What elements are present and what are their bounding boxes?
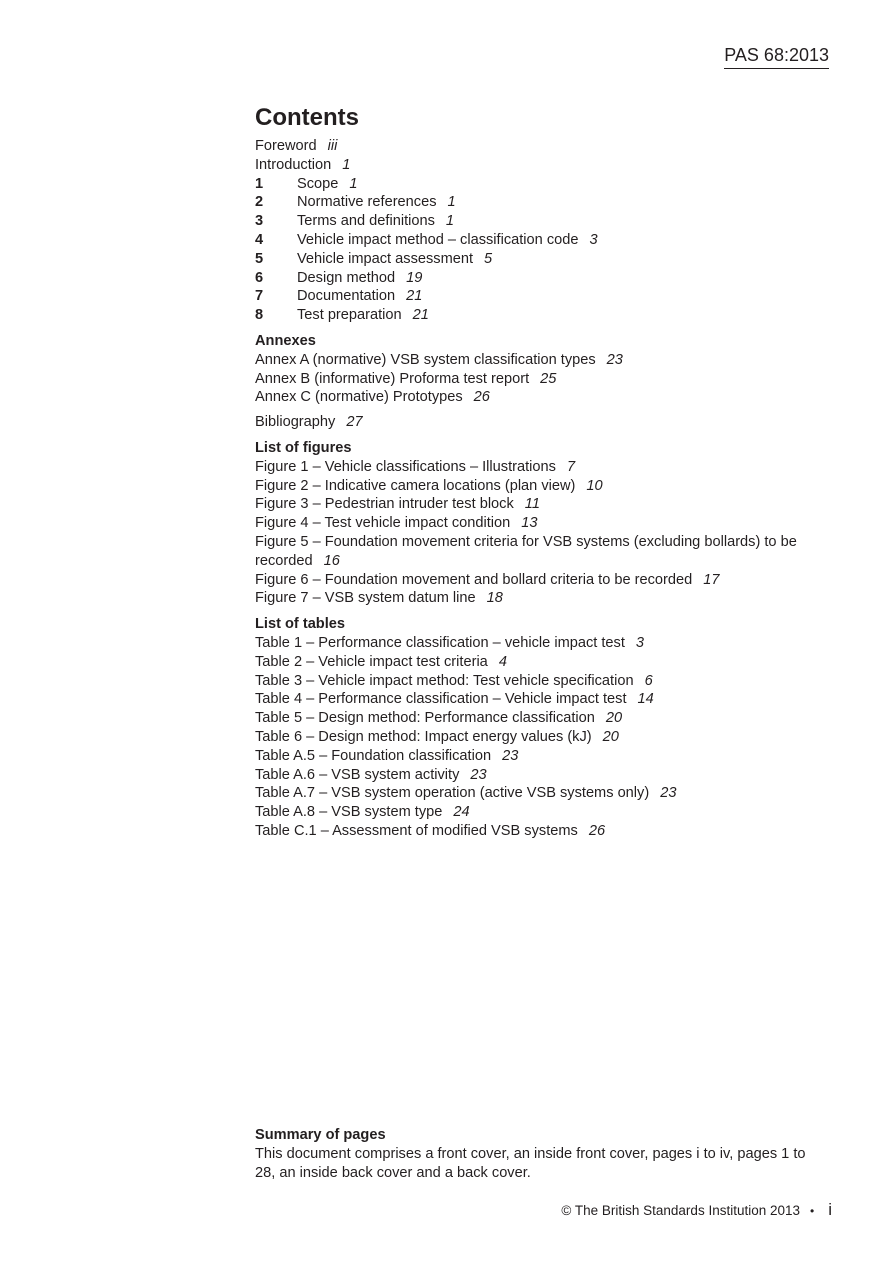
toc-table-entry[interactable]	[255, 803, 835, 822]
toc-table-entry[interactable]	[255, 709, 835, 728]
clause-number: 3	[255, 213, 264, 230]
bibliography-label: Bibliography	[255, 414, 336, 431]
toc-clause-entry[interactable]	[255, 287, 835, 306]
copyright-notice: © The British Standards Institution 2013	[561, 1203, 801, 1218]
table-label: Table 3 – Vehicle impact method: Test vehicle specification	[255, 672, 634, 689]
clause-label: Normative references	[297, 194, 437, 211]
toc-clause-entry[interactable]	[255, 269, 835, 288]
page-footer	[561, 1200, 832, 1221]
figure-page: 18	[486, 590, 503, 607]
figure-page: 13	[521, 515, 538, 532]
clause-page: 1	[349, 175, 358, 192]
toc-figure-entry[interactable]	[255, 458, 835, 477]
table-label: Table 1 – Performance classification – vehicle impact test	[255, 634, 625, 651]
clause-number: 1	[255, 175, 264, 192]
clause-label: Terms and definitions	[297, 213, 435, 230]
clause-number: 2	[255, 194, 264, 211]
table-page: 24	[453, 804, 470, 821]
figure-page: 16	[323, 552, 340, 569]
front-matter-list	[255, 137, 835, 175]
clause-label: Test preparation	[297, 307, 402, 324]
figure-label: Figure 2 – Indicative camera locations (plan view)	[255, 477, 576, 494]
toc-figure-entry[interactable]	[255, 533, 835, 571]
table-label: Table A.6 – VSB system activity	[255, 766, 460, 783]
clause-label: Vehicle impact assessment	[297, 250, 474, 267]
figure-label: Figure 6 – Foundation movement and bollard criteria to be recorded	[255, 571, 693, 588]
figure-label: Figure 1 – Vehicle classifications – Illustrations	[255, 458, 556, 475]
table-list	[255, 634, 835, 841]
table-page: 26	[588, 822, 606, 839]
toc-figure-entry[interactable]	[255, 514, 835, 533]
clause-page: 1	[447, 194, 456, 211]
clause-label: Vehicle impact method – classification code	[297, 231, 579, 248]
figure-page: 7	[566, 458, 576, 475]
table-page: 20	[605, 710, 623, 727]
table-label: Table 4 – Performance classification – Vehicle impact test	[255, 691, 627, 708]
toc-table-entry[interactable]	[255, 634, 835, 653]
toc-table-entry[interactable]	[255, 728, 835, 747]
toc-figure-entry[interactable]	[255, 477, 835, 496]
toc-table-entry[interactable]	[255, 747, 835, 766]
document-code: PAS 68:2013	[724, 44, 829, 69]
toc-entry-page: 1	[342, 156, 351, 173]
clause-page: 5	[484, 250, 493, 267]
toc-figure-entry[interactable]	[255, 589, 835, 608]
toc-table-entry[interactable]	[255, 766, 835, 785]
table-page: 23	[502, 747, 519, 764]
tables-heading: List of tables	[255, 616, 346, 633]
toc-annex-entry[interactable]	[255, 351, 835, 370]
clause-label: Design method	[297, 269, 396, 286]
figure-list	[255, 458, 835, 608]
table-page: 23	[660, 785, 677, 802]
table-page: 14	[637, 691, 654, 708]
clause-number: 7	[255, 288, 264, 305]
clause-list	[255, 175, 835, 325]
table-label: Table 2 – Vehicle impact test criteria	[255, 653, 488, 670]
annex-label: Annex A (normative) VSB system classification types	[255, 351, 596, 368]
toc-table-entry[interactable]	[255, 653, 835, 672]
toc-clause-entry[interactable]	[255, 306, 835, 325]
annex-list	[255, 351, 835, 407]
page-number: i	[828, 1200, 832, 1219]
toc-entry[interactable]	[255, 156, 835, 175]
annex-label: Annex B (informative) Proforma test report	[255, 370, 530, 387]
toc-entry-label: Foreword	[255, 138, 317, 154]
clause-number: 8	[255, 307, 264, 324]
annexes-heading: Annexes	[255, 332, 316, 349]
table-label: Table A.7 – VSB system operation (active VSB systems only)	[255, 785, 650, 802]
toc-entry-page: iii	[327, 138, 338, 154]
table-page: 20	[602, 728, 619, 745]
summary-text: This document comprises a front cover, an inside front cover, pages i to iv, pages 1 to 28, an inside back cover and a back cover.	[255, 1146, 806, 1181]
clause-page: 19	[406, 269, 423, 286]
clause-page: 21	[412, 307, 429, 324]
table-page: 23	[470, 766, 487, 783]
figure-label: Figure 4 – Test vehicle impact condition	[255, 515, 511, 532]
figure-page: 11	[524, 496, 540, 513]
clause-page: 3	[589, 231, 598, 248]
toc-entry[interactable]	[255, 137, 835, 156]
annex-label: Annex C (normative) Prototypes	[255, 389, 463, 406]
toc-table-entry[interactable]	[255, 672, 835, 691]
summary-heading: Summary of pages	[255, 1127, 386, 1143]
toc-table-entry[interactable]	[255, 784, 835, 803]
table-label: Table A.8 – VSB system type	[255, 804, 443, 821]
annex-page: 26	[473, 389, 490, 406]
toc-annex-entry[interactable]	[255, 388, 835, 407]
contents-title: Contents	[255, 104, 359, 131]
figures-heading: List of figures	[255, 439, 352, 456]
bibliography-page: 27	[346, 414, 363, 431]
clause-label: Scope	[297, 175, 339, 192]
clause-number: 4	[255, 231, 264, 248]
figure-label: Figure 3 – Pedestrian intruder test block	[255, 496, 514, 513]
clause-number: 5	[255, 250, 264, 267]
toc-clause-entry[interactable]	[255, 175, 835, 194]
figure-label: Figure 5 – Foundation movement criteria for VSB systems (excluding bollards) to be recorded	[255, 533, 797, 569]
figure-page: 17	[703, 571, 720, 588]
toc-entry-label: Introduction	[255, 156, 332, 173]
toc-clause-entry[interactable]	[255, 250, 835, 269]
bullet-separator: •	[810, 1204, 815, 1218]
clause-number: 6	[255, 269, 264, 286]
table-page: 4	[498, 653, 507, 670]
toc-table-entry[interactable]	[255, 690, 835, 709]
clause-page: 21	[406, 288, 423, 305]
table-label: Table 5 – Design method: Performance classification	[255, 710, 595, 727]
annex-page: 23	[606, 351, 623, 368]
toc-clause-entry[interactable]	[255, 231, 835, 250]
toc-annex-entry[interactable]	[255, 370, 835, 389]
table-page: 6	[644, 672, 653, 689]
table-of-contents	[255, 103, 835, 841]
toc-clause-entry[interactable]	[255, 193, 835, 212]
clause-page: 1	[445, 213, 455, 230]
toc-figure-entry[interactable]	[255, 495, 835, 514]
table-label: Table 6 – Design method: Impact energy values (kJ)	[255, 728, 592, 745]
table-page: 3	[635, 634, 645, 651]
toc-clause-entry[interactable]	[255, 212, 835, 231]
figure-label: Figure 7 – VSB system datum line	[255, 590, 476, 607]
toc-table-entry[interactable]	[255, 822, 835, 841]
table-label: Table A.5 – Foundation classification	[255, 747, 492, 764]
toc-bibliography-entry[interactable]	[255, 413, 835, 432]
annex-page: 25	[540, 370, 557, 387]
figure-page: 10	[586, 477, 603, 494]
table-label: Table C.1 – Assessment of modified VSB systems	[255, 822, 578, 839]
clause-label: Documentation	[297, 288, 396, 305]
toc-figure-entry[interactable]	[255, 571, 835, 590]
summary-of-pages	[255, 1126, 815, 1183]
